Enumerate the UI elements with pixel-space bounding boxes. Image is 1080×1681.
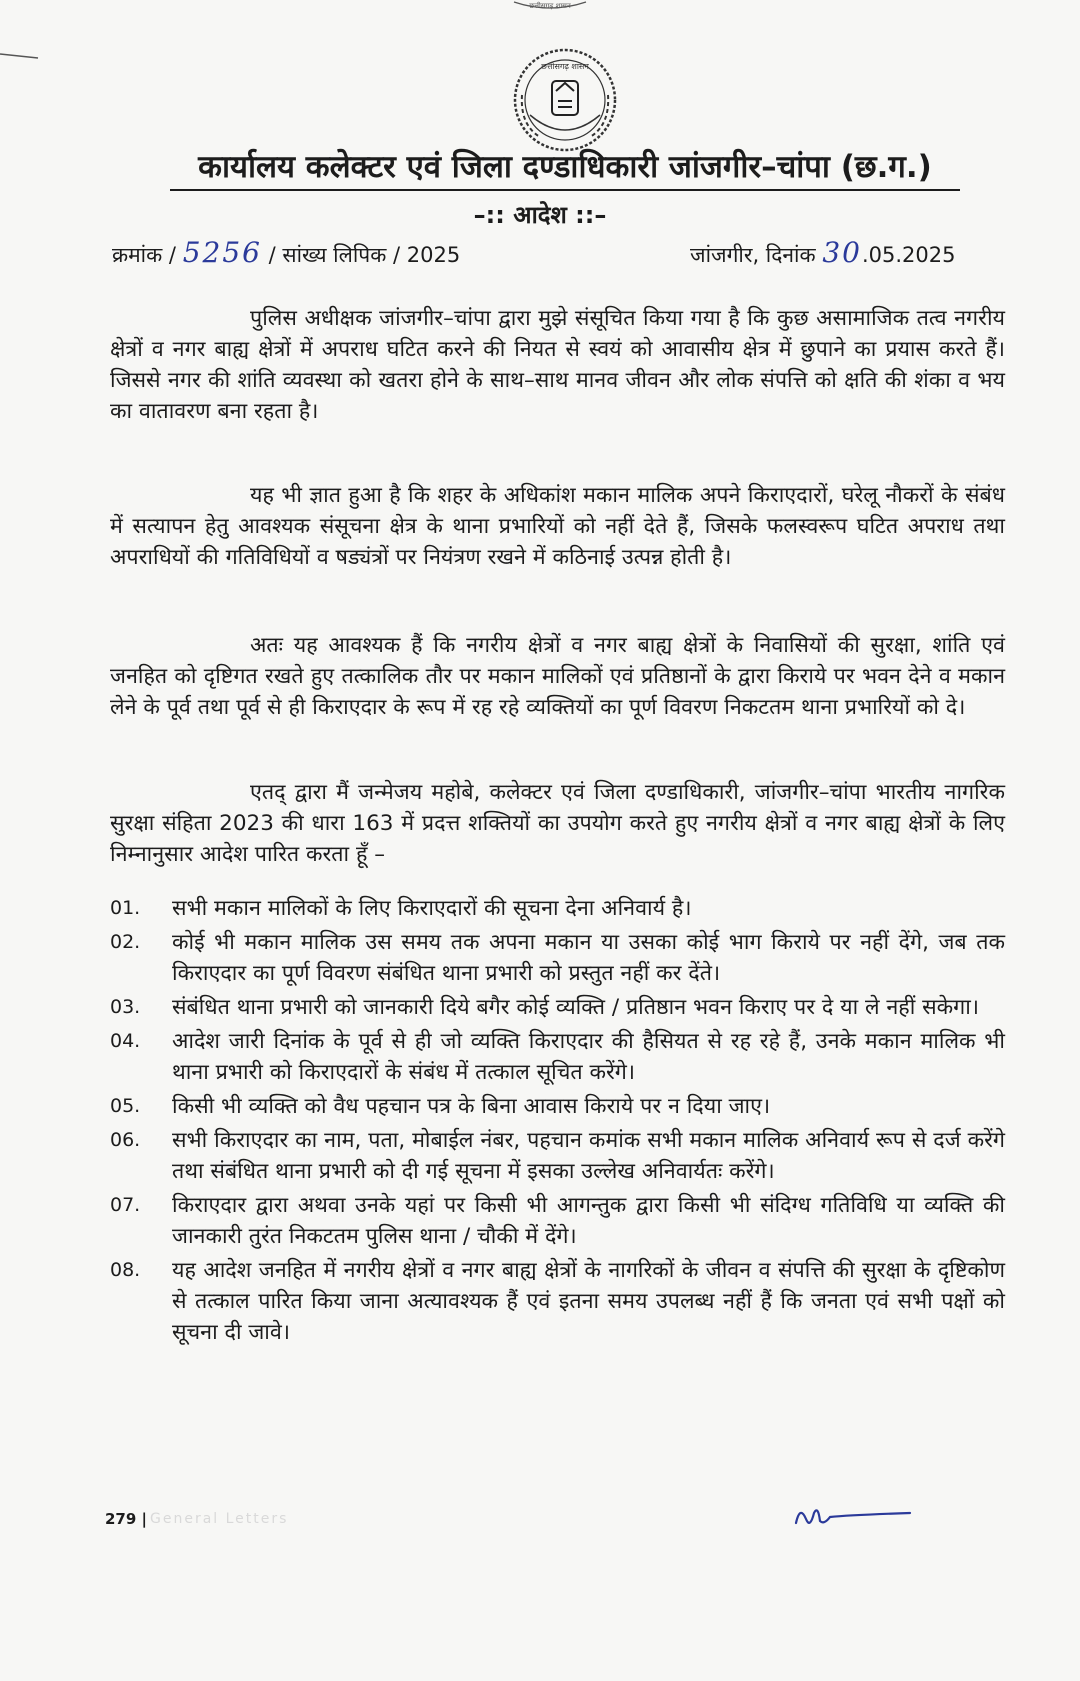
item-text: सभी किराएदार का नाम, पता, मोबाईल नंबर, पहचान कमांक सभी मकान मालिक अनिवार्य रूप से दर्ज करेंगे तथा संबंधित थाना प्रभारी को दी गई सूचना में इसका उल्लेख अनिवार्यतः करेंगे। bbox=[172, 1128, 1005, 1184]
place-date-line bbox=[690, 236, 955, 269]
item-text: संबंधित थाना प्रभारी को जानकारी दिये बगैर कोई व्यक्ति / प्रतिष्ठान भवन किराए पर दे या ले नहीं सकेगा। bbox=[172, 995, 979, 1020]
item-number: 01. bbox=[110, 897, 141, 919]
list-item bbox=[110, 1026, 1005, 1088]
item-number: 07. bbox=[110, 1194, 141, 1216]
kramank-label: क्रमांक / bbox=[112, 243, 177, 267]
item-number: 06. bbox=[110, 1129, 141, 1151]
order-number: 5256 bbox=[182, 236, 262, 269]
list-item bbox=[110, 992, 1005, 1023]
list-item bbox=[110, 1190, 1005, 1252]
paragraph-2: यह भी ज्ञात हुआ है कि शहर के अधिकांश मकान मालिक अपने किराएदारों, घरेलू नौकरों के संबंध में सत्यापन हेतु आवश्यक संसूचना क्षेत्र के थाना प्रभारियों को नहीं देते हैं, जिसके फलस्वरूप घटित अपराध तथा अपराधियों की गतिविधियों व षड्यंत्रों पर नियंत्रण रखने में कठिनाई उत्पन्न होती है। bbox=[110, 483, 1005, 570]
paragraph-1: पुलिस अधीक्षक जांजगीर–चांपा द्वारा मुझे संसूचित किया गया है कि कुछ असामाजिक तत्व नगरीय क्षेत्रों व नगर बाह्य क्षेत्रों में अपराध घटित करने की नियत से स्वयं को आवासीय क्षेत्र में छुपाने का प्रयास करते हैं। जिससे नगर की शांति व्यवस्था को खतरा होने के साथ–साथ मानव जीवन और लोक संपत्ति को क्षति की शंका व भय का वातावरण बना रहता है। bbox=[110, 306, 1005, 424]
item-number: 02. bbox=[110, 931, 141, 953]
item-text: आदेश जारी दिनांक के पूर्व से ही जो व्यक्ति किराएदार की हैसियत से रह रहे हैं, उनके मकान मालिक भी थाना प्रभारी को किराएदारों के संबंध में तत्काल सूचित करेंगे। bbox=[172, 1029, 1005, 1085]
signature bbox=[790, 1495, 920, 1535]
list-item bbox=[110, 1125, 1005, 1187]
order-title: –:: आदेश ::– bbox=[473, 201, 607, 229]
item-number: 08. bbox=[110, 1259, 141, 1281]
list-item bbox=[110, 893, 1005, 924]
item-text: कोई भी मकान मालिक उस समय तक अपना मकान या उसका कोई भाग किराये पर नहीं देंगे, जब तक किराएदार का पूर्ण विवरण संबंधित थाना प्रभारी को प्रस्तुत नहीं कर देंते। bbox=[172, 930, 1005, 986]
edge-mark bbox=[0, 50, 40, 62]
item-text: सभी मकान मालिकों के लिए किराएदारों की सूचना देना अनिवार्य है। bbox=[172, 896, 692, 921]
place-date-prefix: जांजगीर, दिनांक bbox=[690, 243, 816, 267]
list-item bbox=[110, 1255, 1005, 1348]
date-month-year: .05.2025 bbox=[861, 243, 956, 267]
order-items-list bbox=[110, 893, 1005, 1351]
footer-ghost-text: General Letters bbox=[150, 1511, 289, 1527]
page-number: 279 | bbox=[105, 1510, 148, 1528]
paragraph-4: एतद् द्वारा मैं जन्मेजय महोबे, कलेक्टर एवं जिला दण्डाधिकारी, जांजगीर–चांपा भारतीय नागरिक सुरक्षा संहिता 2023 की धारा 163 में प्रदत्त शक्तियों का उपयोग करते हुए नगरीय क्षेत्रों व नगर बाह्य क्षेत्रों के लिए निम्नानुसार आदेश पारित करता हूँ – bbox=[110, 780, 1005, 867]
list-item bbox=[110, 927, 1005, 989]
office-title: कार्यालय कलेक्टर एवं जिला दण्डाधिकारी जांजगीर–चांपा (छ.ग.) bbox=[170, 145, 960, 191]
item-number: 03. bbox=[110, 996, 141, 1018]
paragraph-3: अतः यह आवश्यक हैं कि नगरीय क्षेत्रों व नगर बाह्य क्षेत्रों के निवासियों की सुरक्षा, शांति एवं जनहित को दृष्टिगत रखते हुए तत्कालिक तौर पर मकान मालिकों एवं प्रतिष्ठानों के द्वारा किराये पर भवन देने व मकान लेने के पूर्व तथा पूर्व से ही किराएदार के रूप में रह रहे व्यक्तियों का पूर्ण विवरण निकटतम थाना प्रभारियों को दे। bbox=[110, 633, 1005, 720]
item-number: 04. bbox=[110, 1030, 141, 1052]
item-number: 05. bbox=[110, 1095, 141, 1117]
emblem-text: छत्तीसगढ़ शासन bbox=[541, 62, 589, 71]
list-item bbox=[110, 1091, 1005, 1122]
item-text: यह आदेश जनहित में नगरीय क्षेत्रों व नगर बाह्य क्षेत्रों के नागरिकों के जीवन व संपत्ति की सुरक्षा के दृष्टिकोण से तत्काल पारित किया जाना अत्यावश्यक हैं एवं इतना समय उपलब्ध नहीं हैं कि जनता एवं सभी पक्षों को सूचना दी जावे। bbox=[172, 1258, 1005, 1345]
state-emblem-logo bbox=[500, 45, 630, 155]
reference-number-line bbox=[112, 236, 460, 269]
section-label: / सांख्य लिपिक / 2025 bbox=[268, 243, 461, 267]
date-day: 30 bbox=[822, 236, 862, 269]
top-stamp-text: छत्तीसगढ़ शासन bbox=[529, 2, 571, 10]
item-text: किराएदार द्वारा अथवा उनके यहां पर किसी भी आगन्तुक द्वारा किसी भी संदिग्ध गतिविधि या व्यक्ति की जानकारी तुरंत निकटतम पुलिस थाना / चौकी में देंगे। bbox=[172, 1193, 1005, 1249]
item-text: किसी भी व्यक्ति को वैध पहचान पत्र के बिना आवास किराये पर न दिया जाए। bbox=[172, 1094, 771, 1119]
top-stamp-emblem bbox=[510, 0, 590, 14]
